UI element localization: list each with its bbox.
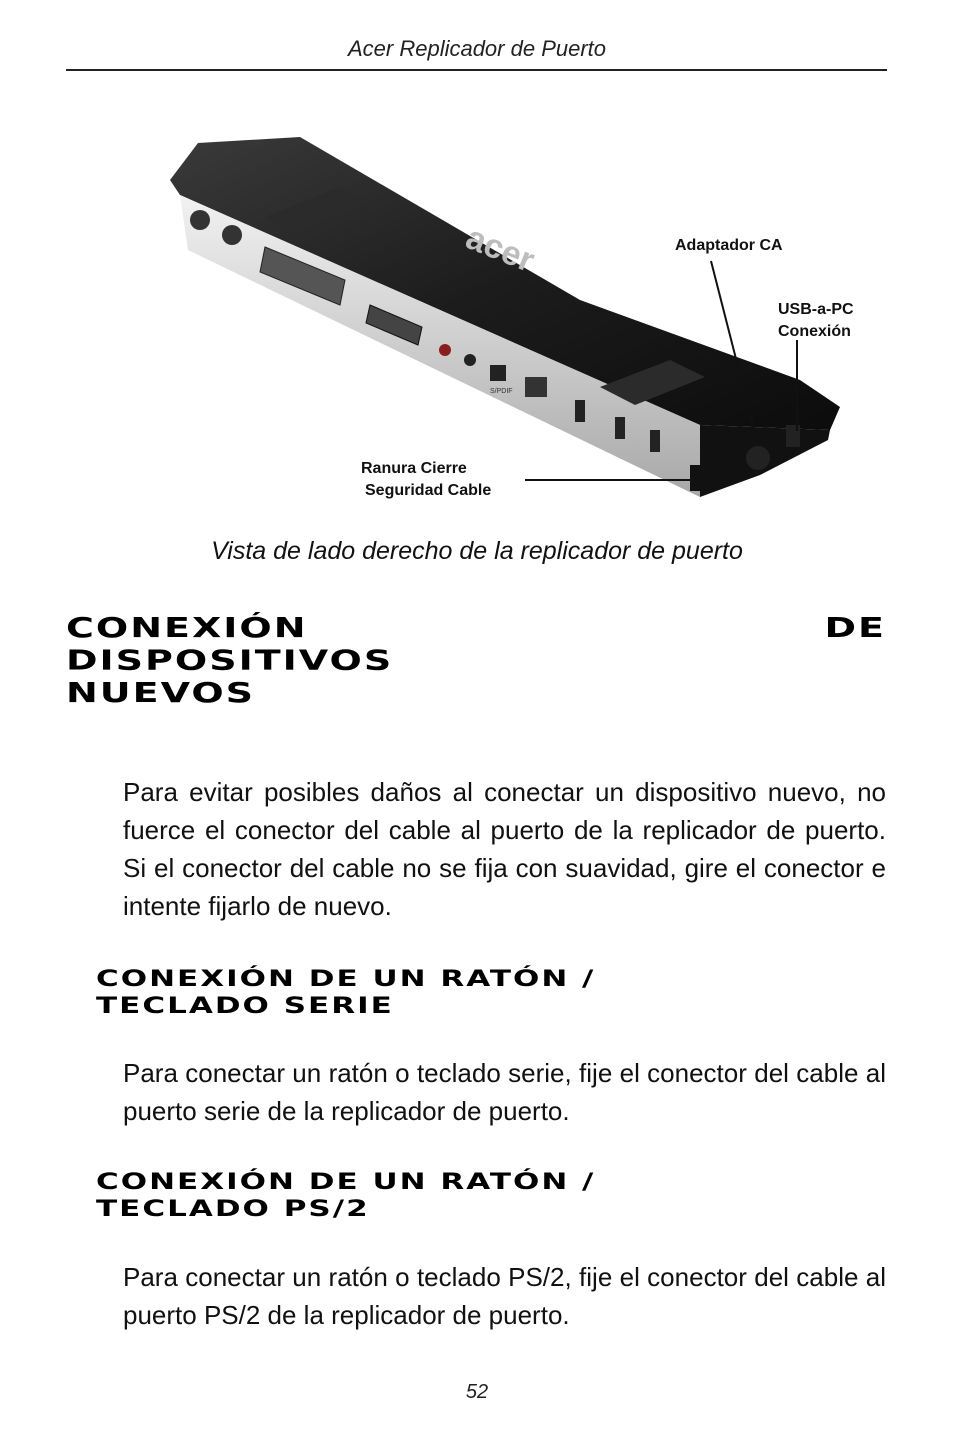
spdif-port-icon xyxy=(490,365,506,381)
serial-title-line2: TECLADO SERIE xyxy=(96,993,394,1019)
ps2-port-icon xyxy=(222,225,242,245)
headphone-jack-icon xyxy=(464,354,476,366)
lock-slot-icon xyxy=(690,465,702,491)
section-title-main xyxy=(66,612,886,709)
acer-logo: acer xyxy=(460,218,540,280)
ps2-title-line2: TECLADO PS/2 xyxy=(96,1196,370,1222)
ethernet-port-icon xyxy=(525,377,547,397)
callout-lock-line2: Seguridad Cable xyxy=(365,482,492,499)
main-body-text: Para evitar posibles daños al conectar un dispositivo nuevo, no fuerce el conector del cable al puerto de la replicador de puerto. Si el conector del cable no se fija con suavidad, gire el conector e intente fijarlo de nuevo. xyxy=(123,777,886,921)
port-replicator-figure xyxy=(160,125,860,525)
title-line-2: DISPOSITIVOS xyxy=(66,644,394,677)
section-title-serial xyxy=(96,965,886,1020)
header-rule xyxy=(66,69,887,71)
title-line-3: NUEVOS xyxy=(66,676,256,709)
ps2-title-line1: CONEXIÓN DE UN RATÓN / xyxy=(96,1168,596,1195)
ac-adapter-port-icon xyxy=(746,446,770,470)
usb-port-icon xyxy=(615,417,625,439)
callout-usb-pc-line2: Conexión xyxy=(778,323,851,340)
ps2-body-text: Para conectar un ratón o teclado PS/2, fije el conector del cable al puerto PS/2 de la replicador de puerto. xyxy=(123,1262,886,1330)
title-word-2: DE xyxy=(824,612,886,644)
usb-port-icon xyxy=(575,400,585,422)
serial-body-text: Para conectar un ratón o teclado serie, fije el conector del cable al puerto serie de la replicador de puerto. xyxy=(123,1058,886,1126)
ps2-port-icon xyxy=(190,210,210,230)
callout-usb-pc xyxy=(778,299,854,343)
running-header: Acer Replicador de Puerto xyxy=(347,36,607,61)
port-replicator-illustration xyxy=(160,125,860,525)
title-word-1: CONEXIÓN xyxy=(66,612,308,644)
callout-ac-adapter: Adaptador CA xyxy=(675,237,783,254)
usb-port-icon xyxy=(650,430,660,452)
page-number: 52 xyxy=(465,1381,489,1403)
figure-caption: Vista de lado derecho de la replicador de puerto xyxy=(211,537,743,565)
serial-title-line1: CONEXIÓN DE UN RATÓN / xyxy=(96,965,596,992)
callout-usb-pc-line1: USB-a-PC xyxy=(778,301,854,318)
spdif-label: S/PDIF xyxy=(490,388,513,395)
callout-lock-slot xyxy=(361,458,491,502)
section-title-ps2 xyxy=(96,1168,886,1223)
callout-lock-line1: Ranura Cierre xyxy=(361,460,467,477)
mic-jack-icon xyxy=(439,344,451,356)
